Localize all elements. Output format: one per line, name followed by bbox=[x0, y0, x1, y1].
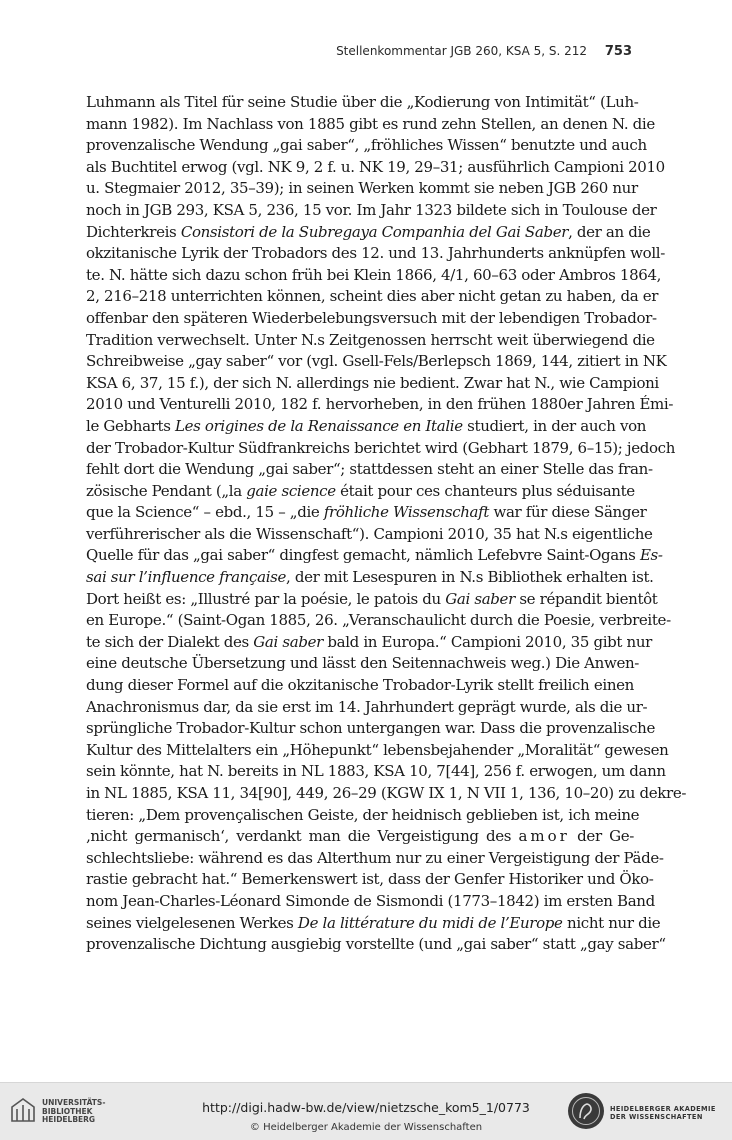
text-line bbox=[86, 740, 669, 762]
text-segment: mann 1982). Im Nachlass von 1885 gibt es rund zehn Stellen, an denen N. die bbox=[86, 114, 655, 133]
text-line bbox=[86, 934, 666, 956]
text-segment: in NL 1885, KSA 11, 34[90], 449, 26–29 (KGW IX 1, N VII 1, 136, 10–20) zu dekre- bbox=[86, 784, 687, 802]
text-line bbox=[86, 438, 676, 460]
italic-text: De la littérature du midi de l’Europe bbox=[297, 913, 563, 932]
text-segment: zösische Pendant („la bbox=[86, 481, 247, 500]
text-segment: , der mit Lesespuren in N.s Bibliothek erhalten ist. bbox=[286, 568, 654, 587]
text-line bbox=[86, 481, 634, 503]
text-segment: sprüngliche Trobador-Kultur schon untergangen war. Dass die provenzalische bbox=[86, 719, 656, 738]
italic-text: gaie science bbox=[246, 481, 336, 500]
text-line bbox=[86, 718, 656, 740]
page-number: 753 bbox=[604, 44, 632, 59]
italic-text: fröhliche Wissenschaft bbox=[323, 503, 490, 522]
spaced-text: amor bbox=[518, 827, 570, 846]
text-line bbox=[86, 567, 654, 589]
text-line bbox=[86, 416, 647, 438]
text-segment: Quelle für das „gai saber“ dingfest gemacht, nämlich Lefebvre Saint-Ogans bbox=[86, 546, 640, 565]
footer-url[interactable]: http://digi.hadw-bw.de/view/nietzsche_kom5_1/0773 bbox=[202, 1100, 530, 1115]
text-line bbox=[86, 114, 655, 136]
name-line: UNIVERSITÄTS- bbox=[42, 1098, 106, 1107]
name-line: HEIDELBERGER AKADEMIE bbox=[610, 1105, 716, 1113]
text-segment: , der an die bbox=[568, 222, 651, 241]
text-segment: Schreibweise „gay saber“ vor (vgl. Gsell-Fels/Berlepsch 1869, 144, zitiert in NK bbox=[86, 352, 667, 371]
text-line bbox=[86, 502, 647, 524]
text-line bbox=[86, 394, 674, 416]
text-line bbox=[86, 697, 648, 719]
text-segment: dung dieser Formel auf die okzitanische Trobador-Lyrik stellt freilich einen bbox=[86, 676, 634, 695]
text-segment: se répandit bientôt bbox=[514, 589, 658, 608]
text-line bbox=[86, 826, 634, 848]
text-segment: Dort heißt es: „Illustré par la poésie, le patois du bbox=[86, 589, 446, 608]
text-line bbox=[86, 761, 666, 783]
text-line bbox=[86, 805, 640, 827]
italic-text: sai sur l’influence française bbox=[86, 568, 287, 587]
italic-text: Les origines de la Renaissance en Italie bbox=[174, 416, 463, 435]
text-segment: okzitanische Lyrik der Trobadors des 12. und 13. Jahrhunderts anknüpfen woll- bbox=[86, 244, 665, 263]
text-segment: eine deutsche Übersetzung und lässt den Seitennachweis weg.) Die Anwen- bbox=[86, 654, 639, 673]
text-segment: der Trobador-Kultur Südfrankreichs berichtet wird (Gebhart 1879, 6–15); jedoch bbox=[86, 438, 676, 457]
name-line: HEIDELBERG bbox=[42, 1115, 96, 1124]
text-segment: le Gebharts bbox=[86, 416, 175, 435]
text-segment: te sich der Dialekt des bbox=[86, 632, 254, 651]
text-segment: studiert, in der auch von bbox=[462, 416, 647, 435]
text-segment: provenzalische Wendung „gai saber“, „fröhliches Wissen“ benutzte und auch bbox=[86, 136, 647, 155]
text-segment: u. Stegmaier 2012, 35–39); in seinen Werken kommt sie neben JGB 260 nur bbox=[86, 179, 638, 198]
text-line bbox=[86, 200, 657, 222]
italic-text: Consistori de la Subregaya Companhia del Gai Saber bbox=[180, 222, 569, 241]
text-segment: als Buchtitel erwog (vgl. NK 9, 2 f. u. NK 19, 29–31; ausführlich Campioni 2010 bbox=[86, 157, 665, 176]
text-segment: Luhmann als Titel für seine Studie über die „Kodierung von Intimität“ (Luh- bbox=[86, 93, 639, 111]
text-segment: en Europe.“ (Saint-Ogan 1885, 26. „Veranschaulicht durch die Poesie, verbreite- bbox=[86, 611, 671, 630]
text-line bbox=[86, 286, 659, 308]
text-segment: ‚nicht germanisch‘, verdankt man die Vergeistigung des bbox=[86, 827, 519, 846]
text-line bbox=[86, 243, 665, 265]
text-segment: offenbar den späteren Wiederbelebungsversuch mit der lebendigen Trobador- bbox=[86, 308, 657, 327]
text-segment: que la Science“ – ebd., 15 – „die bbox=[86, 503, 324, 522]
text-line bbox=[86, 330, 655, 352]
text-segment: verführerischer als die Wissenschaft“). Campioni 2010, 35 hat N.s eigentliche bbox=[86, 524, 653, 543]
text-line bbox=[86, 589, 658, 611]
text-line bbox=[86, 265, 662, 287]
text-segment: 2010 und Venturelli 2010, 182 f. hervorheben, in den frühen 1880er Jahren Émi- bbox=[86, 395, 674, 414]
text-segment: rastie gebracht hat.“ Bemerkenswert ist, dass der Genfer Historiker und Öko- bbox=[86, 870, 654, 889]
text-line bbox=[86, 675, 634, 697]
body-text bbox=[86, 92, 687, 956]
running-head bbox=[84, 44, 632, 59]
text-segment: nom Jean-Charles-Léonard Simonde de Sismondi (1773–1842) im ersten Band bbox=[86, 891, 655, 910]
text-segment: était pour ces chanteurs plus séduisante bbox=[335, 481, 635, 500]
text-segment: te. N. hätte sich dazu schon früh bei Klein 1866, 4/1, 60–63 oder Ambros 1864, bbox=[86, 265, 662, 284]
italic-text: Es- bbox=[639, 546, 663, 565]
text-segment: provenzalische Dichtung ausgiebig vorstellte (und „gai saber“ statt „gay saber“ bbox=[86, 935, 666, 954]
name-line: BIBLIOTHEK bbox=[42, 1106, 93, 1116]
text-line bbox=[86, 545, 663, 567]
text-line bbox=[86, 135, 647, 157]
text-line bbox=[86, 157, 665, 179]
footer-bar bbox=[0, 1082, 732, 1140]
text-segment: tieren: „Dem provençalischen Geiste, der heidnisch geblieben ist, ich meine bbox=[86, 805, 640, 824]
text-line bbox=[86, 913, 661, 935]
text-line bbox=[86, 178, 638, 200]
text-segment: nicht nur die bbox=[562, 913, 661, 932]
text-segment: Tradition verwechselt. Unter N.s Zeitgenossen herrscht weit überwiegend die bbox=[86, 330, 655, 349]
text-segment: fehlt dort die Wendung „gai saber“; stattdessen steht an einer Stelle das fran- bbox=[86, 460, 653, 479]
text-segment: der Ge- bbox=[569, 827, 634, 846]
text-line bbox=[86, 92, 639, 114]
text-line bbox=[86, 783, 687, 805]
text-line bbox=[86, 869, 654, 891]
footer-copyright: © Heidelberger Akademie der Wissenschaften bbox=[249, 1122, 483, 1133]
name-line: DER WISSENSCHAFTEN bbox=[610, 1113, 703, 1122]
text-segment: 2, 216–218 unterrichten können, scheint dies aber nicht getan zu haben, da er bbox=[86, 287, 659, 306]
academy-seal-icon bbox=[568, 1093, 604, 1129]
academy-name bbox=[610, 1105, 716, 1122]
italic-text: Gai saber bbox=[445, 589, 515, 608]
text-line bbox=[86, 351, 667, 373]
text-line bbox=[86, 373, 659, 395]
text-line bbox=[86, 610, 671, 632]
text-line bbox=[86, 848, 664, 870]
text-line bbox=[86, 308, 657, 330]
text-line bbox=[86, 653, 639, 675]
text-segment: noch in JGB 293, KSA 5, 236, 15 vor. Im Jahr 1323 bildete sich in Toulouse der bbox=[86, 200, 657, 219]
text-line bbox=[86, 891, 655, 913]
italic-text: Gai saber bbox=[253, 632, 323, 651]
text-line bbox=[86, 524, 653, 546]
text-segment: schlechtsliebe: während es das Alterthum nur zu einer Vergeistigung der Päde- bbox=[86, 848, 664, 867]
text-segment: bald in Europa.“ Campioni 2010, 35 gibt nur bbox=[322, 632, 652, 651]
text-line bbox=[86, 632, 652, 654]
running-head-title: Stellenkommentar JGB 260, KSA 5, S. 212 bbox=[336, 44, 588, 58]
text-segment: Dichterkreis bbox=[86, 222, 181, 241]
text-segment: KSA 6, 37, 15 f.), der sich N. allerdings nie bedient. Zwar hat N., wie Campioni bbox=[86, 373, 659, 392]
text-line bbox=[86, 459, 653, 481]
text-segment: seines vielgelesenen Werkes bbox=[86, 913, 298, 932]
text-segment: sein könnte, hat N. bereits in NL 1883, KSA 10, 7[44], 256 f. erwogen, um dann bbox=[86, 762, 666, 781]
text-line bbox=[86, 222, 651, 244]
text-segment: Kultur des Mittelalters ein „Höhepunkt“ lebensbejahender „Moralität“ gewesen bbox=[86, 740, 669, 759]
text-segment: Anachronismus dar, da sie erst im 14. Jahrhundert geprägt wurde, als die ur- bbox=[86, 697, 648, 716]
text-segment: war für diese Sänger bbox=[489, 503, 647, 522]
